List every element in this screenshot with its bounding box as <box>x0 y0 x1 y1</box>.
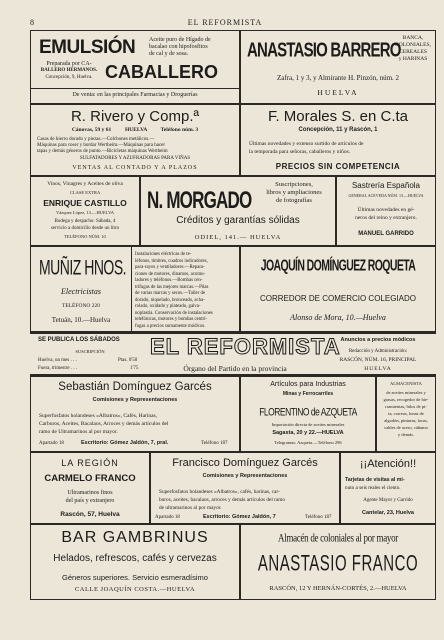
rivero-desc: SULFATADORES Y AZUFRADORAS PARA VIÑAS <box>79 156 191 161</box>
morgado-services: libros y ampliaciones <box>266 189 322 196</box>
muniz-desc: léfonos, timbres, cuadros indicadores, <box>135 258 208 264</box>
muniz-desc: Instalaciones eléctricas de te- <box>135 252 192 257</box>
garces2-desc: Superfosfatos holandeses «Albatros», cafés, harinas, car- <box>159 489 280 495</box>
barrero-side: CEREALES <box>399 49 427 55</box>
morgado-address: ODIEL, 141.— HUELVA <box>194 234 282 241</box>
garces2-footer: Apartado 18 <box>155 515 180 520</box>
masthead-rate: Fuera, trimestre . . . <box>38 366 78 371</box>
emulsion-desc: de cal y de sosa. <box>149 51 189 57</box>
afranco-address: RASCÓN, 12 Y HERNÁN-CORTÉS, 2.—HUELVA <box>269 585 407 592</box>
ad-sastreria <box>336 176 436 246</box>
azqueta-top: Minas y Ferrocarriles <box>282 391 334 397</box>
ad-barrero <box>240 30 436 104</box>
morgado-name: N. MORGADO <box>147 187 252 214</box>
atencion-address: Cantelar, 23, Huelva <box>362 510 414 516</box>
almacen-title: ALMACENISTA <box>390 381 422 386</box>
azqueta-address: Sagasta, 20 y 22.—HUELVA <box>272 430 344 436</box>
garces1-footer: Escritorio: Gómez Jaldón, 7, pral. <box>81 440 169 446</box>
castillo-address: Vázquez López, 13.—HUELVA <box>56 210 114 215</box>
garces1-sub: Comisiones y Representaciones <box>92 397 178 403</box>
garces1-desc: ramo de Ultramarinos al por mayor. <box>39 429 118 435</box>
gambrinus-name: BAR GAMBRINUS <box>61 529 209 546</box>
sastreria-desc: Últimas novedades en gé- <box>357 207 415 213</box>
garces1-desc: Carburos, Aceites, Bacalaos, Arroces y demás artículos del <box>39 421 169 427</box>
muniz-desc: trífugas de las mejores marcas.—Pilas <box>135 284 209 290</box>
muniz-phone: TELÉFONO 220 <box>61 303 101 309</box>
afranco-name: ANASTASIO FRANCO <box>257 551 419 577</box>
masthead-rate: Ptas. 0'50 <box>118 358 138 363</box>
castillo-name: ENRIQUE CASTILLO <box>43 198 127 208</box>
atencion-title: ¡¡Atención!! <box>359 458 417 470</box>
muniz-desc: de varias marcas y secos.—Taller de <box>135 291 205 296</box>
morgado-slogan: Créditos y garantías sólidas <box>176 215 300 226</box>
sastreria-owner: MANUEL GARRIDO <box>358 231 414 237</box>
page-number: 8 <box>30 18 34 27</box>
morales-address: Concepción, 11 y Rascón, 1 <box>298 127 378 133</box>
muniz-desc: dorado, niquelado, bronceado, acha- <box>135 297 205 303</box>
ad-almacenista <box>376 376 436 452</box>
almacen-desc: algodón, pinturas, lacas, <box>384 418 428 423</box>
almacen-desc: cables de acero, cáñamo <box>384 425 428 430</box>
carmelo-name: CARMELO FRANCO <box>44 473 136 484</box>
muniz-desc: telefónicas, motores y bombas centrí- <box>135 317 208 322</box>
ad-garces-sebastian <box>30 376 240 452</box>
ad-rivero <box>30 104 240 176</box>
muniz-desc: ciones de motores, dinamos, acumu- <box>135 271 206 277</box>
rivero-desc: Máquinas para coser y bordar Wertheim.—Máquinas para hacer <box>37 143 166 148</box>
ad-roqueta <box>240 246 436 332</box>
garces1-desc: Superfosfatos holandeses «Albatros», Cafés, Harinas, <box>39 413 158 419</box>
garces2-footer: Teléfono 187 <box>305 515 332 520</box>
castillo-desc: servicio a domicilio desde un litro <box>50 226 120 231</box>
masthead-admin: Redacción y Administración: <box>348 349 408 354</box>
garces1-footer: Apartado 18 <box>39 441 64 446</box>
atencion-desc: nuto a seis reales el ciento. <box>345 485 401 491</box>
emulsion-prep: Preparada por CA- <box>46 61 92 67</box>
emulsion-footer: De venta: en las principales Farmacias y Droguerías <box>72 92 198 98</box>
ad-emulsion <box>30 30 240 104</box>
emulsion-prep: BALLERO HERMANOS. <box>40 68 98 73</box>
garces2-name: Francisco Domínguez Garcés <box>172 457 318 469</box>
masthead-publish: SE PUBLICA LOS SÁBADOS <box>38 337 120 343</box>
masthead-name: EL REFORMISTA <box>150 334 341 359</box>
atencion-desc: Tarjetas de visitas al mi- <box>345 477 405 483</box>
morales-desc: Últimas novedades y extenso surtido de artículos de <box>249 141 364 147</box>
muniz-desc: noplastía. Conservación de instalaciones <box>135 310 213 316</box>
garces2-footer: Escritorio: Gómez Jaldón, 7 <box>203 514 276 520</box>
emulsion-brand: EMULSIÓN <box>39 37 136 58</box>
ad-muniz <box>30 246 240 332</box>
sastreria-desc: neros del reino y extranjero. <box>355 215 417 221</box>
gambrinus-desc: Géneros superiores. Servicio esmeradísimo <box>62 573 208 582</box>
emulsion-desc: Aceite puro de Hígado de <box>149 37 211 43</box>
almacen-desc: rramientas, hilos de pi- <box>385 404 427 409</box>
garces1-footer: Teléfono 187 <box>201 441 228 446</box>
muniz-name: MUÑIZ HNOS. <box>39 255 127 279</box>
muniz-desc: para-rayos y ventiladores.—Repara- <box>135 265 205 270</box>
barrero-side: BANCA, <box>402 35 424 41</box>
muniz-desc: fugas a precios sumamente módicos. <box>135 323 206 329</box>
gambrinus-sub: Helados, refrescos, cafés y cervezas <box>53 553 217 564</box>
garces1-name: Sebastián Domínguez Garcés <box>58 381 212 393</box>
ad-azqueta <box>240 376 376 452</box>
rivero-desc: tapas y demás géneros de punto.—Bicicletas máquinas Wertheim <box>37 149 168 154</box>
carmelo-address: Rascón, 57, Huelva <box>60 511 120 518</box>
masthead-ads: Anuncios a precios módicos <box>340 337 416 343</box>
masthead-address: RASCÓN, NÚM. 16, PRINCIPAL <box>339 357 417 363</box>
rivero-desc: Casas de hierro dorado y piezas.—Colchones metálicos.— <box>37 137 155 142</box>
emulsion-name: CABALLERO <box>105 62 218 82</box>
morales-name: F. Morales S. en C.ta <box>267 108 409 125</box>
carmelo-top: LA REGIÓN <box>61 458 119 468</box>
morgado-services: Suscripciones, <box>275 181 313 188</box>
roqueta-address: Alonso de Mora, 10.—Huelva <box>290 313 386 322</box>
almacen-desc: de aceites minerales y <box>386 390 426 395</box>
almacen-desc: y demás. <box>398 432 414 437</box>
muniz-desc: ladores y teléfonos.—Bombas cen- <box>135 278 203 283</box>
newspaper-title: EL REFORMISTA <box>187 18 263 27</box>
azqueta-name: FLORENTINO de AZQUETA <box>259 405 357 418</box>
ad-morgado <box>140 176 336 246</box>
ad-gambrinus <box>30 524 240 600</box>
masthead-city: HUELVA <box>364 366 392 372</box>
masthead-organ: Órgano del Partido en la provincia <box>183 364 287 373</box>
carmelo-desc: Ultramarinos finos <box>67 490 113 496</box>
carmelo-desc: del país y extranjero <box>65 498 115 504</box>
gambrinus-address: CALLE JOAQUÍN COSTA.—HUELVA <box>74 586 196 593</box>
roqueta-name: JOAQUÍN DOMÍNGUEZ ROQUETA <box>260 257 416 275</box>
emulsion-prep: Concepción, 9, Huelva. <box>45 75 93 80</box>
azqueta-desc: Importación directa de aceites minerales <box>271 422 345 427</box>
roqueta-sub: CORREDOR DE COMERCIO COLEGIADO <box>259 294 416 303</box>
almacen-desc: ta, correas, lonas de <box>388 411 424 416</box>
atencion-desc: Agente Mayor y Garrido <box>363 498 413 503</box>
ad-garces-francisco <box>150 452 340 524</box>
castillo-clase: CLASE EXTRA <box>69 190 101 195</box>
rivero-footer: VENTAS AL CONTADO Y A PLAZOS <box>72 165 198 171</box>
masthead <box>30 332 436 376</box>
sastreria-sub: GENERAL ACEVEDA NÚM. 13.—HUELVA <box>348 193 424 198</box>
morales-footer: PRECIOS SIN COMPETENCIA <box>275 162 401 171</box>
garces2-sub: Comisiones y Representaciones <box>202 473 288 479</box>
barrero-city: HUELVA <box>317 88 359 97</box>
castillo-desc: Bodega y despacho: Sábada, 4 <box>54 219 116 224</box>
almacen-desc: grasas, recogedor de hie- <box>383 397 429 402</box>
sastreria-name: Sastrería Española <box>351 181 421 190</box>
garces2-desc: buros, aceites, bacalaos, arroces y demás artículos del ramo <box>159 497 286 503</box>
masthead-rate: 1'75 <box>130 366 139 371</box>
azqueta-phone: Telegramas: Azqueta.—Teléfono 296 <box>274 440 342 445</box>
emulsion-desc: bacalao con hipofosfitos <box>149 44 208 50</box>
barrero-address: Zafra, 1 y 3, y Almirante H. Pinzón, núm. 2 <box>276 74 400 82</box>
muniz-sub: Electricistas <box>61 287 101 296</box>
muniz-address: Tetuán, 10.—Huelva <box>51 316 111 324</box>
afranco-top: Almacén de coloniales al por mayor <box>277 531 398 544</box>
masthead-subscription: SUSCRIPCIÓN <box>75 349 105 354</box>
muniz-desc: rolado, oxidado y plateado, galva- <box>135 304 201 309</box>
azqueta-top: Artículos para Industrias <box>270 381 346 388</box>
rivero-name: R. Rivero y Comp.ª <box>70 108 200 125</box>
rivero-line: Cánovas, 59 y 61 HUELVA Teléfono núm. 3 <box>71 127 199 133</box>
ad-atencion <box>340 452 436 524</box>
morales-desc: la temporada para señoras, caballeros y niños. <box>249 149 351 155</box>
ad-anastasio-franco <box>240 524 436 600</box>
ad-morales <box>240 104 436 176</box>
morgado-services: de fotografías <box>276 197 312 204</box>
page-header <box>22 16 428 30</box>
castillo-top: Vinos, Vinagres y Aceites de oliva <box>47 181 123 187</box>
garces2-desc: de ultramarinos al por mayor. <box>159 505 222 511</box>
barrero-name: ANASTASIO BARRERO <box>247 39 401 62</box>
ad-castillo <box>30 176 140 246</box>
masthead-rate: Huelva, un mes . . . <box>38 358 77 363</box>
ad-carmelo-franco <box>30 452 150 524</box>
barrero-side: y HARINAS <box>398 56 428 62</box>
barrero-side: COLONIALES, <box>395 42 431 48</box>
castillo-phone: TELÉFONO NÚM. 10 <box>64 234 106 239</box>
